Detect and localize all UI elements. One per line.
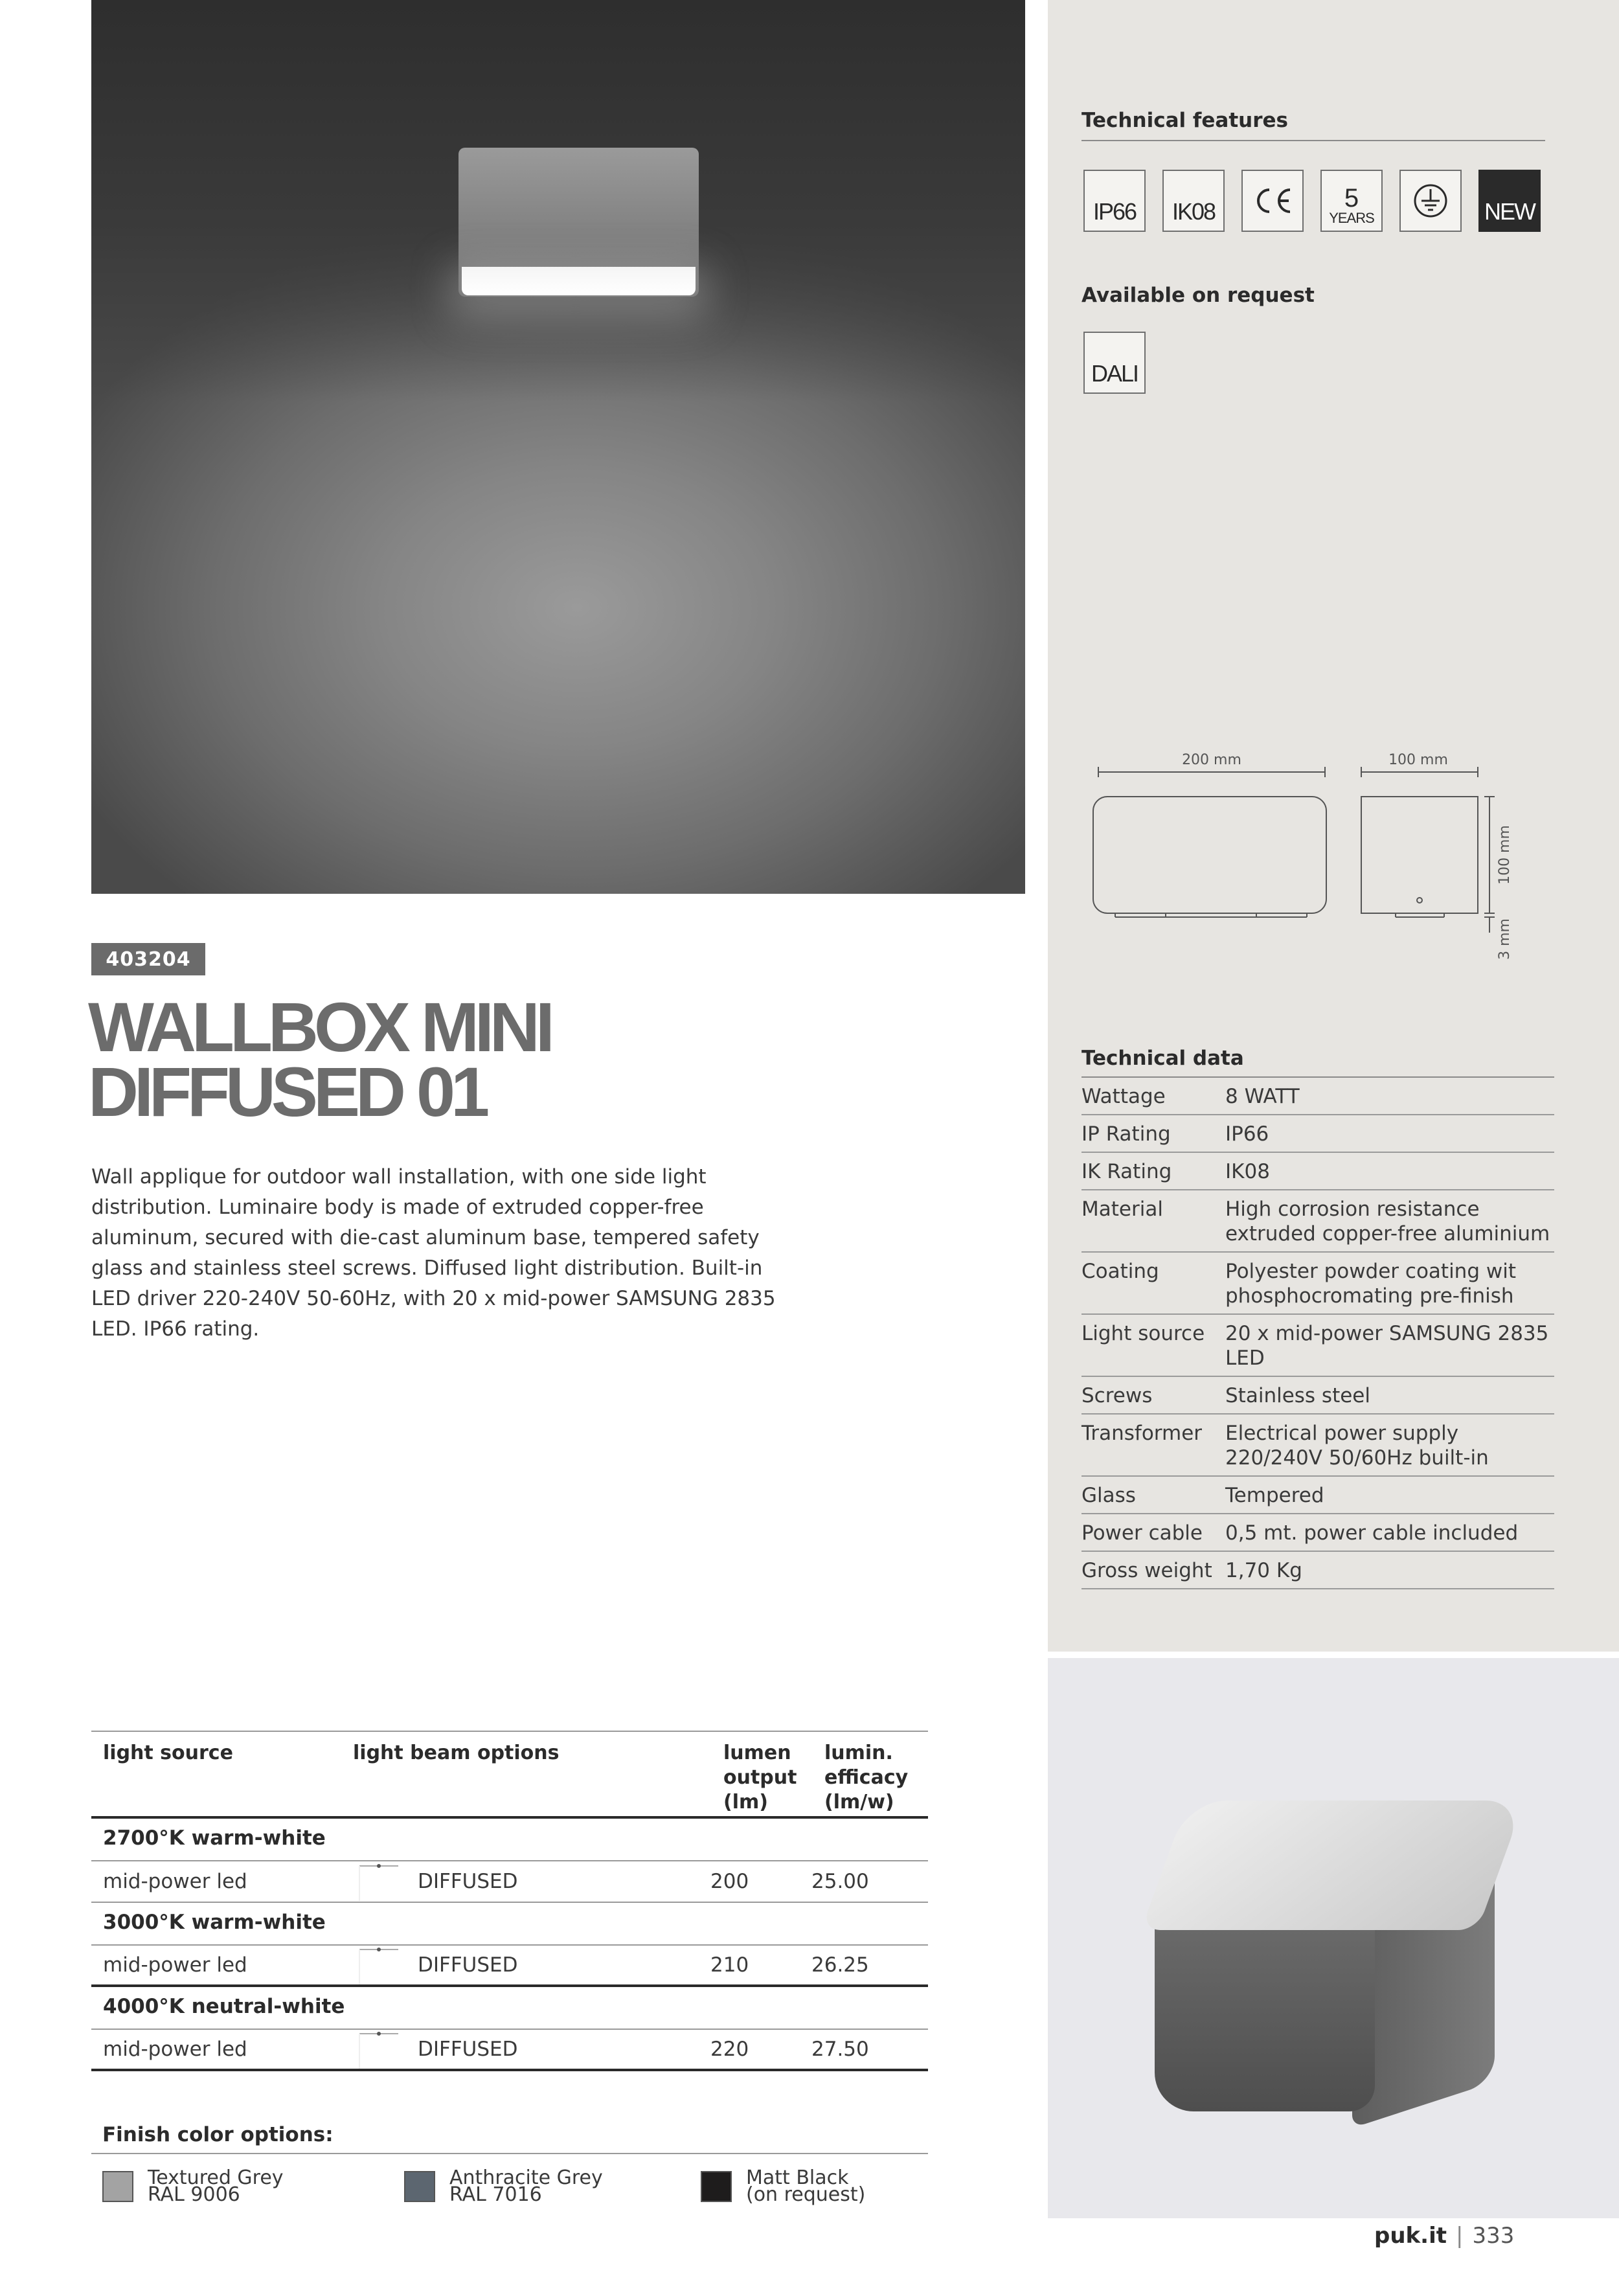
tech-key: Light source: [1081, 1322, 1205, 1345]
new-badge-label: NEW: [1484, 198, 1535, 225]
product-photo: [91, 0, 1025, 894]
finish-label-line2: (on request): [746, 2183, 866, 2206]
tech-key: Coating: [1081, 1260, 1159, 1283]
ground-badge: [1399, 170, 1462, 232]
light-source-table: [91, 1731, 928, 2071]
finish-label-line2: RAL 7016: [449, 2183, 542, 2206]
technical-data-title: Technical data: [1081, 1047, 1244, 1070]
ip66-badge: [1083, 170, 1146, 232]
row-light-source: mid-power led: [103, 1870, 247, 1893]
finish-label: [148, 2166, 284, 2206]
light-row: [91, 1861, 928, 1903]
diffused-beam-icon: [353, 1862, 418, 1901]
light-group-title: 4000°K neutral-white: [91, 1987, 928, 2030]
product-title-line1: WALLBOX MINI: [88, 988, 550, 1066]
ip66-badge-label: IP66: [1093, 198, 1137, 225]
light-group-title: 3000°K warm-white: [91, 1903, 928, 1946]
finish-option-matt-black: [701, 2166, 866, 2206]
ik08-badge-label: IK08: [1172, 198, 1216, 225]
tech-key: Glass: [1081, 1484, 1136, 1507]
light-row: [91, 1946, 928, 1987]
row-light-beam: DIFFUSED: [418, 2038, 518, 2061]
finish-label-line2: RAL 9006: [148, 2183, 240, 2206]
tech-key: IP Rating: [1081, 1122, 1171, 1146]
depth-dimension-label: 100 mm: [1388, 752, 1448, 768]
render-box-top: [1141, 1801, 1525, 1930]
product-render: [1048, 1658, 1619, 2218]
tech-row-light-source: [1081, 1315, 1554, 1377]
tech-value: Electrical power supply 220/240V 50/60Hz built-in: [1225, 1422, 1489, 1470]
page-number: 333: [1472, 2223, 1515, 2249]
finish-swatch: [701, 2171, 732, 2202]
tech-key: Gross weight: [1081, 1559, 1212, 1582]
height-dimension-label: 100 mm: [1497, 825, 1513, 885]
tech-row-ip-rating: [1081, 1115, 1554, 1153]
earth-ground-icon: [1411, 181, 1450, 220]
finish-swatch: [102, 2171, 133, 2202]
tech-key: Material: [1081, 1198, 1163, 1221]
tech-value: High corrosion resistance extruded copper-free aluminium: [1225, 1198, 1550, 1245]
dali-badge-label: DALI: [1091, 360, 1138, 387]
tech-row-glass: [1081, 1477, 1554, 1514]
technical-data-table: [1081, 1078, 1554, 1589]
row-light-source: mid-power led: [103, 1953, 247, 1977]
product-title-line2: DIFFUSED 01: [88, 1052, 486, 1131]
side-view-outline: [1361, 797, 1478, 913]
product-description: Wall applique for outdoor wall installation, with one side light distribution. Luminaire body is made of extruded copper-free aluminum, secured with die-cast aluminum base, tempered safety glass and stainless steel screws. Diffused light distribution. Built-in LED driver 220-240V 50-60Hz, with 20 x mid-power SAMSUNG 2835 LED. IP66 rating.: [91, 1165, 776, 1341]
tech-row-gross-weight: [1081, 1552, 1554, 1589]
tech-value: 1,70 Kg: [1225, 1559, 1302, 1582]
dimension-drawings: [1069, 738, 1574, 984]
row-light-source: mid-power led: [103, 2038, 247, 2061]
row-lumin-efficacy: 27.50: [811, 2038, 869, 2061]
tech-key: IK Rating: [1081, 1160, 1172, 1183]
tech-row-coating: [1081, 1253, 1554, 1315]
row-lumen-output: 200: [710, 1870, 749, 1893]
tech-value: 8 WATT: [1225, 1085, 1300, 1108]
row-light-beam: DIFFUSED: [418, 1953, 518, 1977]
tech-row-material: [1081, 1190, 1554, 1253]
finish-option-textured-grey: [102, 2166, 284, 2206]
tech-value: Stainless steel: [1225, 1384, 1370, 1407]
ce-mark-icon: [1250, 185, 1295, 217]
product-title: [88, 988, 550, 1131]
finish-label-line1: Anthracite Grey: [449, 2166, 603, 2189]
finish-label: [746, 2166, 866, 2206]
technical-features-rule: [1081, 140, 1545, 141]
tech-row-transformer: [1081, 1415, 1554, 1477]
tech-key: Power cable: [1081, 1521, 1203, 1545]
diffused-beam-icon: [353, 1946, 418, 1984]
header-light-source: light source: [103, 1742, 233, 1764]
tech-value: Polyester powder coating wit phosphocromating pre-finish: [1225, 1260, 1516, 1308]
footer-brand-link[interactable]: puk.it: [1374, 2223, 1447, 2249]
page-footer: [1374, 2223, 1514, 2249]
row-lumen-output: 210: [710, 1953, 749, 1977]
product-code-badge: 403204: [91, 943, 205, 975]
light-row: [91, 2030, 928, 2071]
finish-option-anthracite-grey: [404, 2166, 603, 2206]
tech-value: IP66: [1225, 1122, 1269, 1146]
finish-label-line1: Textured Grey: [148, 2166, 284, 2189]
warranty-years-number: 5: [1344, 184, 1359, 212]
available-on-request-title: Available on request: [1081, 284, 1315, 307]
technical-features-title: Technical features: [1081, 109, 1288, 132]
tech-value: IK08: [1225, 1160, 1270, 1183]
row-lumen-output: 220: [710, 2038, 749, 2061]
diffused-beam-icon: [353, 2030, 418, 2069]
light-table-header: [91, 1731, 928, 1819]
header-lumen-output: lumen output (lm): [723, 1742, 797, 1813]
photo-lamp-light: [462, 267, 696, 295]
light-group-title: 2700°K warm-white: [91, 1819, 928, 1861]
tech-row-ik-rating: [1081, 1153, 1554, 1190]
footer-separator: |: [1455, 2223, 1464, 2249]
finish-swatch: [404, 2171, 435, 2202]
warranty-badge: [1320, 170, 1383, 232]
header-light-beam: light beam options: [353, 1742, 560, 1764]
row-lumin-efficacy: 25.00: [811, 1870, 869, 1893]
tech-key: Transformer: [1081, 1422, 1203, 1445]
finish-title: Finish color options:: [102, 2123, 334, 2146]
tech-row-power-cable: [1081, 1514, 1554, 1552]
warranty-years-label: YEARS: [1329, 210, 1374, 226]
tech-key: Screws: [1081, 1384, 1153, 1407]
tech-value: Tempered: [1225, 1484, 1324, 1507]
tech-row-wattage: [1081, 1078, 1554, 1115]
ce-mark-badge: [1241, 170, 1304, 232]
width-dimension-label: 200 mm: [1182, 752, 1241, 768]
row-lumin-efficacy: 26.25: [811, 1953, 869, 1977]
row-light-beam: DIFFUSED: [418, 1870, 518, 1893]
header-lumin-efficacy: lumin. efficacy (lm/w): [824, 1742, 909, 1813]
finish-label: [449, 2166, 603, 2206]
tech-key: Wattage: [1081, 1085, 1166, 1108]
tech-value: 20 x mid-power SAMSUNG 2835 LED: [1225, 1322, 1549, 1370]
tech-row-screws: [1081, 1377, 1554, 1415]
front-view-outline: [1093, 797, 1326, 913]
dali-badge: [1083, 332, 1146, 394]
ik08-badge: [1162, 170, 1225, 232]
new-badge: [1478, 170, 1541, 232]
tech-value: 0,5 mt. power cable included: [1225, 1521, 1519, 1545]
finish-label-line1: Matt Black: [746, 2166, 849, 2189]
gap-dimension-label: 3 mm: [1497, 918, 1513, 960]
finish-rule: [91, 2153, 928, 2154]
